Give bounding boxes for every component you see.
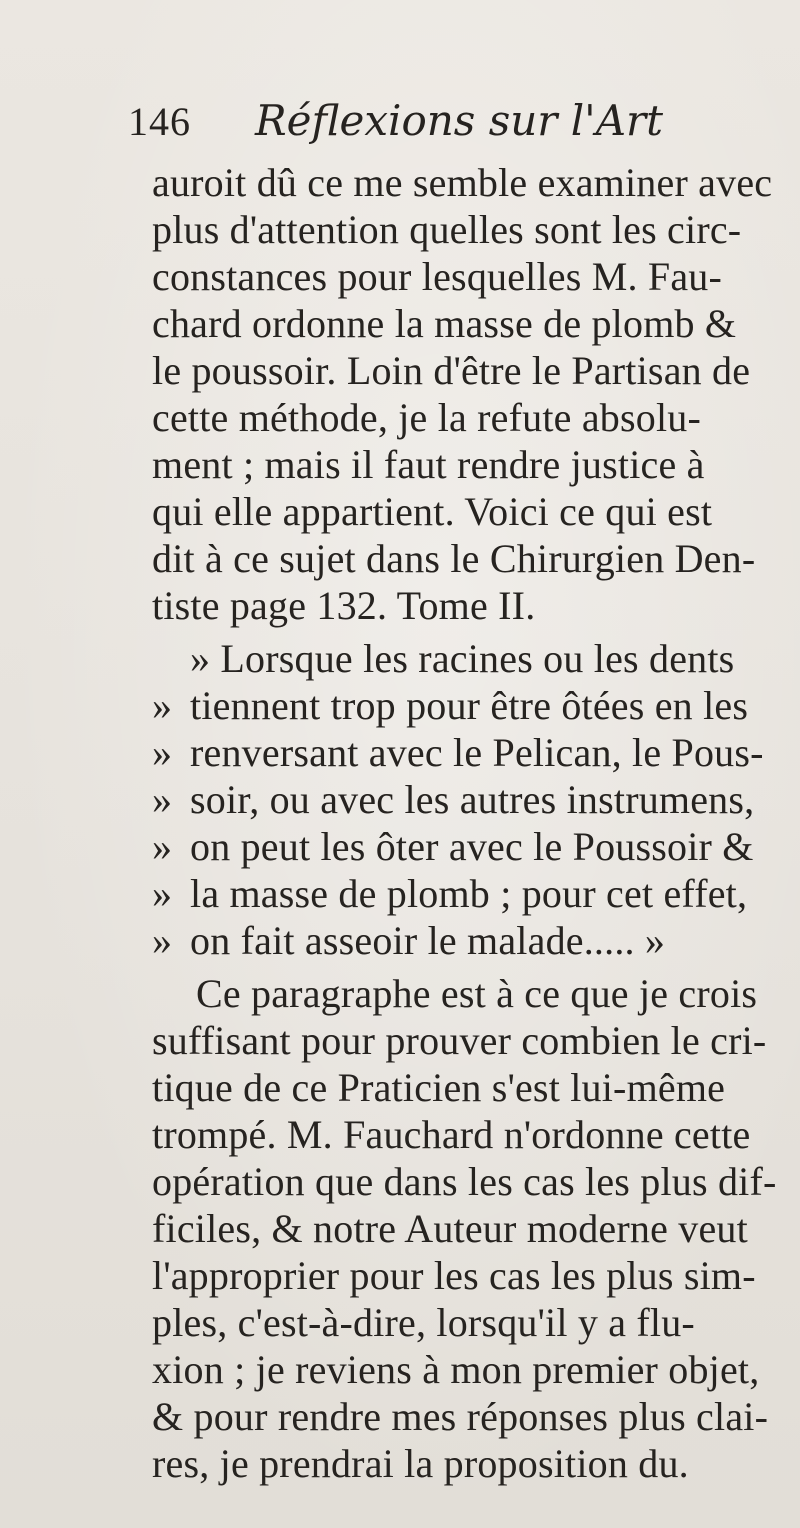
quote-line: » la masse de plomb ; pour cet effet, [152,871,748,916]
text-line: Ce paragraphe est à ce que je crois [196,971,758,1016]
text-line: ment ; mais il faut rendre justice à [152,442,705,487]
text-line: qui elle appartient. Voici ce qui est [152,489,713,534]
text-line: opération que dans les cas les plus dif- [152,1159,777,1204]
quote-mark: » [152,871,173,916]
text-line: l'approprier pour les cas les plus sim- [152,1253,756,1298]
page-header [128,96,663,152]
text-line: ples, c'est-à-dire, lorsqu'il y a flu- [152,1300,695,1345]
text-line: constances pour lesquelles M. Fau- [152,254,723,299]
quote-mark: » [152,730,173,775]
text-line: plus d'attention quelles sont les circ- [152,207,742,252]
text-line: suffisant pour prouver combien le cri- [152,1018,767,1063]
text-line: trompé. M. Fauchard n'ordonne cette [152,1112,751,1157]
text-line: & pour rendre mes réponses plus clai- [152,1394,769,1439]
quote-line: » on peut les ôter avec le Poussoir & [152,824,754,869]
quote-line: » soir, ou avec les autres instrumens, [152,777,755,822]
running-title: Réflexions sur l'Art [255,96,664,145]
quote-line: » renversant avec le Pelican, le Pous- [152,730,764,775]
text-line: dit à ce sujet dans le Chirurgien Den- [152,536,756,581]
quote-mark: » [152,918,173,963]
text-line: auroit dû ce me semble examiner avec [152,160,773,205]
quote-mark: » [152,824,173,869]
quote-line: » tiennent trop pour être ôtées en les [152,683,749,728]
quote-mark: » [152,777,173,822]
text-line: ficiles, & notre Auteur moderne veut [152,1206,748,1251]
text-line: chard ordonne la masse de plomb & [152,301,737,346]
quote-line: » Lorsque les racines ou les dents [190,636,735,681]
text-line: tiste page 132. Tome II. [152,583,536,628]
text-line: xion ; je reviens à mon premier objet, [152,1347,760,1392]
page-number: 146 [128,99,191,144]
quote-mark: » [152,683,173,728]
text-line: le poussoir. Loin d'être le Partisan de [152,348,751,393]
text-line: tique de ce Praticien s'est lui-même [152,1065,726,1110]
quote-line: » on fait asseoir le malade..... » [152,918,666,963]
text-line: res, je prendrai la proposition du. [152,1441,689,1486]
text-line: cette méthode, je la refute absolu- [152,395,701,440]
